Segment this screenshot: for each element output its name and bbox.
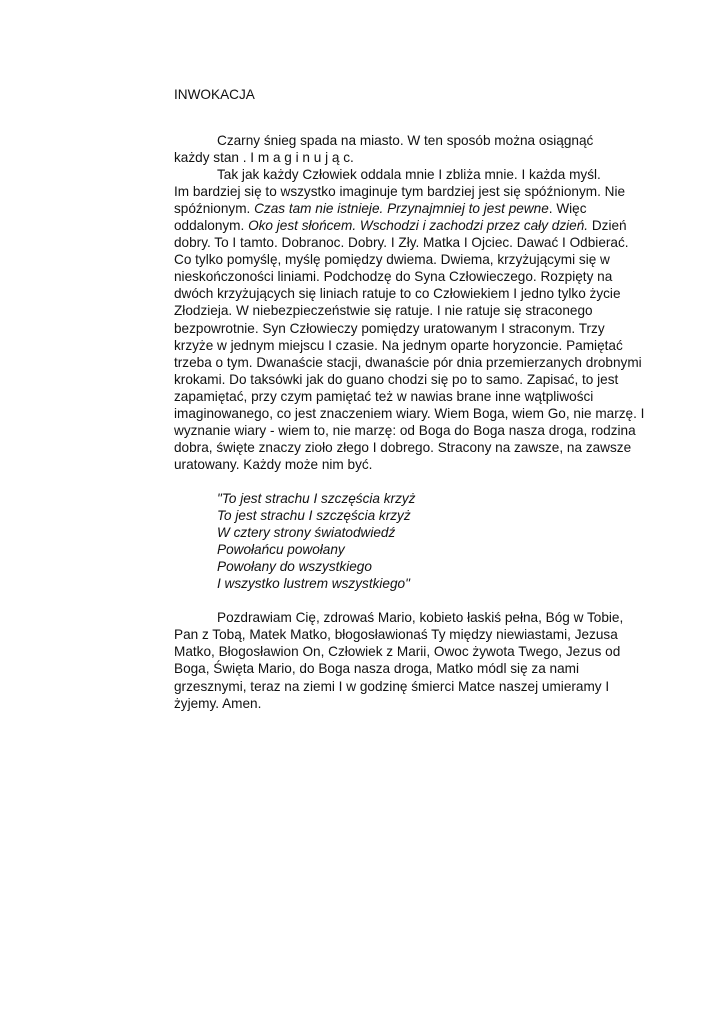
- text-line: Boga, Święta Mario, do Boga nasza droga, Matko módl się za nami: [174, 661, 580, 677]
- text-line: Czarny śnieg spada na miasto. W ten sposób można osiągnąć: [217, 133, 594, 148]
- italic-run: Czas tam nie istnieje. Przynajmniej to jest pewne: [254, 201, 549, 217]
- text-line: Pozdrawiam Cię, zdrowaś Mario, kobieto łaskiś pełna, Bóg w Tobie,: [217, 610, 624, 626]
- text-line: Pan z Tobą, Matek Matko, błogosławionaś Ty między niewiastami, Jezusa: [174, 627, 618, 643]
- text-line: grzesznymi, teraz na ziemi I w godzinę śmierci Matce naszej umieramy I: [174, 678, 610, 694]
- text-line: Matko, Błogosławion On, Człowiek z Marii, Owoc żywota Twego, Jezus od: [174, 644, 621, 660]
- text-line: Tak jak każdy Człowiek oddala mnie I zbliża mnie. I każda myśl.: [217, 167, 601, 183]
- text-line: [174, 200, 644, 217]
- document-body: [174, 132, 644, 712]
- text-line: trzeba o tym. Dwanaście stacji, dwanaście pór dnia przemierzanych drobnymi: [174, 354, 642, 370]
- text-line: żyjemy. Amen.: [174, 695, 262, 711]
- text-run: oddalonym.: [174, 218, 249, 234]
- text-run: spóźnionym.: [174, 201, 255, 217]
- paragraph-gap: [174, 592, 644, 609]
- poem-line: Powołany do wszystkiego: [217, 559, 372, 575]
- text-line: Złodzieja. W niebezpieczeństwie się ratuje. I nie ratuje się straconego: [174, 303, 593, 319]
- text-line: krokami. Do taksówki jak do guano chodzi się po to samo. Zapisać, to jest: [174, 371, 619, 387]
- text-line: zapamiętać, przy czym pamiętać też w nawias brane inne wątpliwości: [174, 388, 594, 404]
- text-run: . Więc: [548, 201, 587, 217]
- poem-line: "To jest strachu I szczęścia krzyż: [217, 490, 416, 506]
- text-line: imaginowanego, co jest znaczeniem wiary. Wiem Boga, wiem Go, nie marzę. I: [174, 405, 645, 421]
- text-line: wyznanie wiary - wiem to, nie marzę: od Boga do Boga nasza droga, rodzina: [174, 422, 636, 438]
- text-line: [174, 217, 644, 234]
- text-line: dobra, święte znaczy zioło złego I dobrego. Stracony na zawsze, na zawsze: [174, 439, 632, 455]
- poem-stanza: [174, 490, 644, 592]
- text-line: każdy stan . I m a g i n u j ą c.: [174, 150, 354, 166]
- italic-run: Oko jest słońcem. Wschodzi i zachodzi przez cały dzień.: [248, 218, 589, 234]
- text-line: dobry. To I tamto. Dobranoc. Dobry. I Zły. Matka I Ojciec. Dawać I Odbierać.: [174, 235, 629, 251]
- text-line: Im bardziej się to wszystko imaginuje tym bardziej jest się spóźnionym. Nie: [174, 184, 626, 200]
- poem-line: Powołańcu powołany: [217, 542, 345, 558]
- paragraph-2: [174, 609, 644, 711]
- document-title: INWOKACJA: [174, 87, 255, 102]
- text-line: uratowany. Każdy może nim być.: [174, 456, 373, 472]
- poem-line: W cztery strony światodwiedź: [217, 525, 396, 541]
- poem-line: To jest strachu I szczęścia krzyż: [217, 508, 411, 524]
- poem-line: I wszystko lustrem wszystkiego": [217, 576, 410, 592]
- text-line: dwóch krzyżujących się liniach ratuje to co Człowiekiem I jedno tylko życie: [174, 286, 621, 302]
- text-line: nieskończoności liniami. Podchodzę do Syna Człowieczego. Rozpięty na: [174, 269, 613, 285]
- text-line: bezpowrotnie. Syn Człowieczy pomiędzy uratowanym I straconym. Trzy: [174, 320, 605, 336]
- text-line: krzyże w jednym miejscu I czasie. Na jednym oparte horyzoncie. Pamiętać: [174, 337, 623, 353]
- text-run: Dzień: [588, 218, 627, 234]
- paragraph-1: [174, 132, 644, 473]
- paragraph-gap: [174, 473, 644, 490]
- text-line: Co tylko pomyślę, myślę pomiędzy dwiema. Dwiema, krzyżującymi się w: [174, 252, 610, 268]
